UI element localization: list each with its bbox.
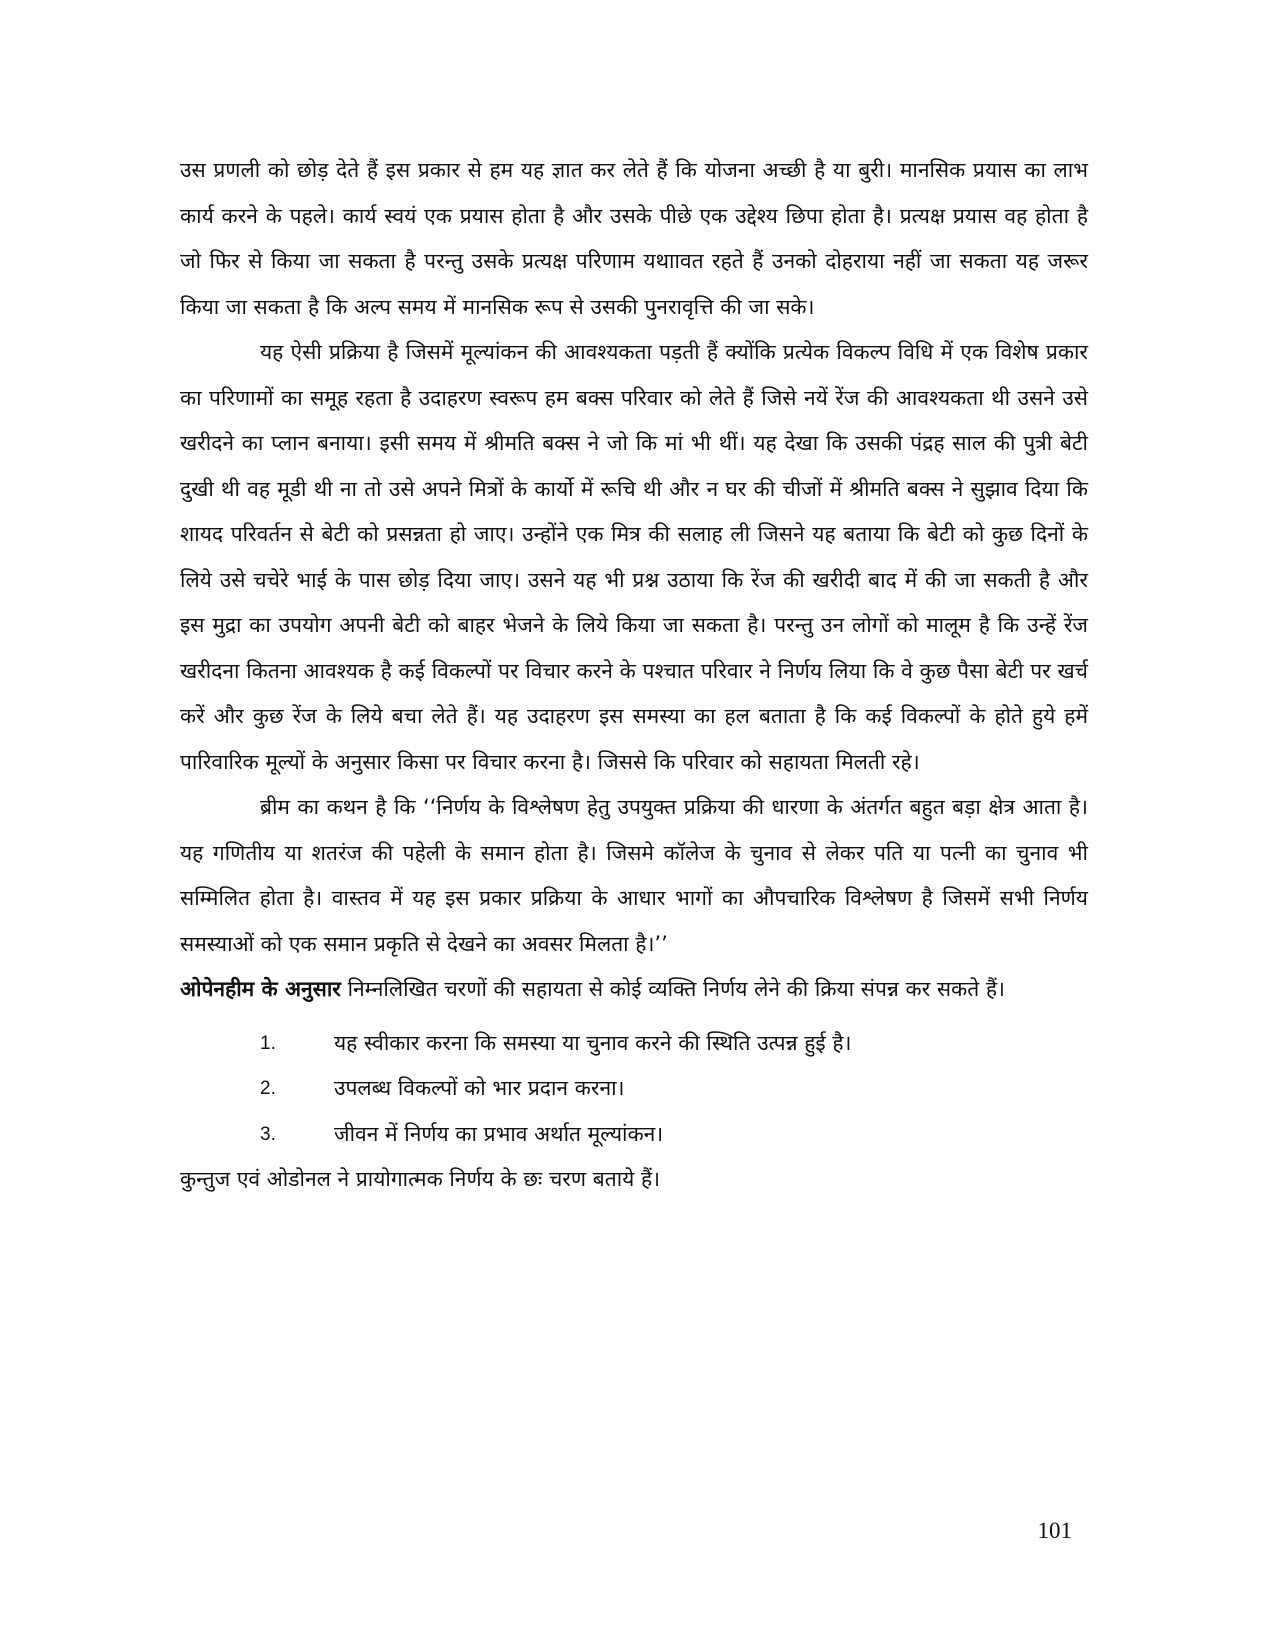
oppenheim-paragraph <box>180 967 1088 1013</box>
list-item <box>180 1021 1088 1067</box>
paragraph-3-quote: ब्रीम का कथन है कि ‘‘निर्णय के विश्लेषण हेतु उपयुक्त प्रक्रिया की धारणा के अंतर्गत बहुत बड़ा क्षेत्र आता है। यह गणितीय या शतरंज की पहेली के समान होता है। जिसमे कॉलेज के चुनाव से लेकर पति या पत्नी का चुनाव भी सम्मिलित होता है। वास्तव में यह इस प्रकार प्रक्रिया के आधार भागों का औपचारिक विश्लेषण है जिसमें सभी निर्णय समस्याओं को एक समान प्रकृति से देखने का अवसर मिलता है।’’ <box>180 795 1088 956</box>
closing-line: कुन्तुज एवं ओडोनल ने प्रायोगात्मक निर्णय के छः चरण बताये हैं। <box>180 1167 661 1191</box>
list-item-number: 3. <box>260 1123 276 1145</box>
page-number: 101 <box>1037 1518 1072 1543</box>
list-item <box>180 1112 1088 1158</box>
list-item-text: यह स्वीकार करना कि समस्या या चुनाव करने की स्थिति उत्पन्न हुई है। <box>334 1030 852 1055</box>
oppenheim-lead: ओपेनहीम के अनुसार <box>180 977 341 1001</box>
paragraph-2: यह ऐसी प्रक्रिया है जिसमें मूल्यांकन की आवश्यकता पड़ती हैं क्योंकि प्रत्येक विकल्प विधि में एक विशेष प्रकार का परिणामों का समूह रहता है उदाहरण स्वरूप हम बक्स परिवार को लेते हैं जिसे नयें रेंज की आवश्यकता थी उसने उसे खरीदने का प्लान बनाया। इसी समय में श्रीमति बक्स ने जो कि मां भी थीं। यह देखा कि उसकी पंद्रह साल की पुत्री बेटी दुखी थी वह मूडी थी ना तो उसे अपने मित्रों के कार्यो में रूचि थी और न घर की चीजों में श्रीमति बक्स ने सुझाव दिया कि शायद परिवर्तन से बेटी को प्रसन्नता हो जाए। उन्होंने एक मित्र की सलाह ली जिसने यह बताया कि बेटी को कुछ दिनों के लिये उसे चचेरे भाई के पास छोड़ दिया जाए। उसने यह भी प्रश्न उठाया कि रेंज की खरीदी बाद में की जा सकती है और इस मुद्रा का उपयोग अपनी बेटी को बाहर भेजने के लिये किया जा सकता है। परन्तु उन लोगों को मालूम है कि उन्हें रेंज खरीदना कितना आवश्यक है कई विकल्पों पर विचार करने के पश्चात परिवार ने निर्णय लिया कि वे कुछ पैसा बेटी पर खर्च करें और कुछ रेंज के लिये बचा लेते हैं। यह उदाहरण इस समस्या का हल बताता है कि कई विकल्पों के होते हुये हमें पारिवारिक मूल्यों के अनुसार किसा पर विचार करना है। जिससे कि परिवार को सहायता मिलती रहे। <box>180 340 1088 774</box>
list-item-number: 2. <box>260 1078 276 1099</box>
list-item-text: जीवन में निर्णय का प्रभाव अर्थात मूल्यांकन। <box>334 1121 664 1146</box>
steps-list <box>180 1021 1088 1158</box>
list-item <box>180 1066 1088 1112</box>
oppenheim-text: निम्नलिखित चरणों की सहायता से कोई व्यक्ति निर्णय लेने की क्रिया संपन्न कर सकते हैं। <box>340 977 1006 1001</box>
body-text <box>180 148 1088 1203</box>
list-item-text: उपलब्ध विकल्पों को भार प्रदान करना। <box>334 1076 625 1100</box>
paragraph-1: उस प्रणली को छोड़ देते हैं इस प्रकार से हम यह ज्ञात कर लेते हैं कि योजना अच्छी है या बुरी। मानसिक प्रयास का लाभ कार्य करने के पहले। कार्य स्वयं एक प्रयास होता है और उसके पीछे एक उद्देश्य छिपा होता है। प्रत्यक्ष प्रयास वह होता है जो फिर से किया जा सकता है परन्तु उसके प्रत्यक्ष परिणाम यथाावत रहते हैं उनको दोहराया नहीं जा सकता यह जरूर किया जा सकता है कि अल्प समय में मानसिक रूप से उसकी पुनरावृत्ति की जा सके। <box>180 158 1088 319</box>
list-item-number: 1. <box>260 1032 276 1054</box>
